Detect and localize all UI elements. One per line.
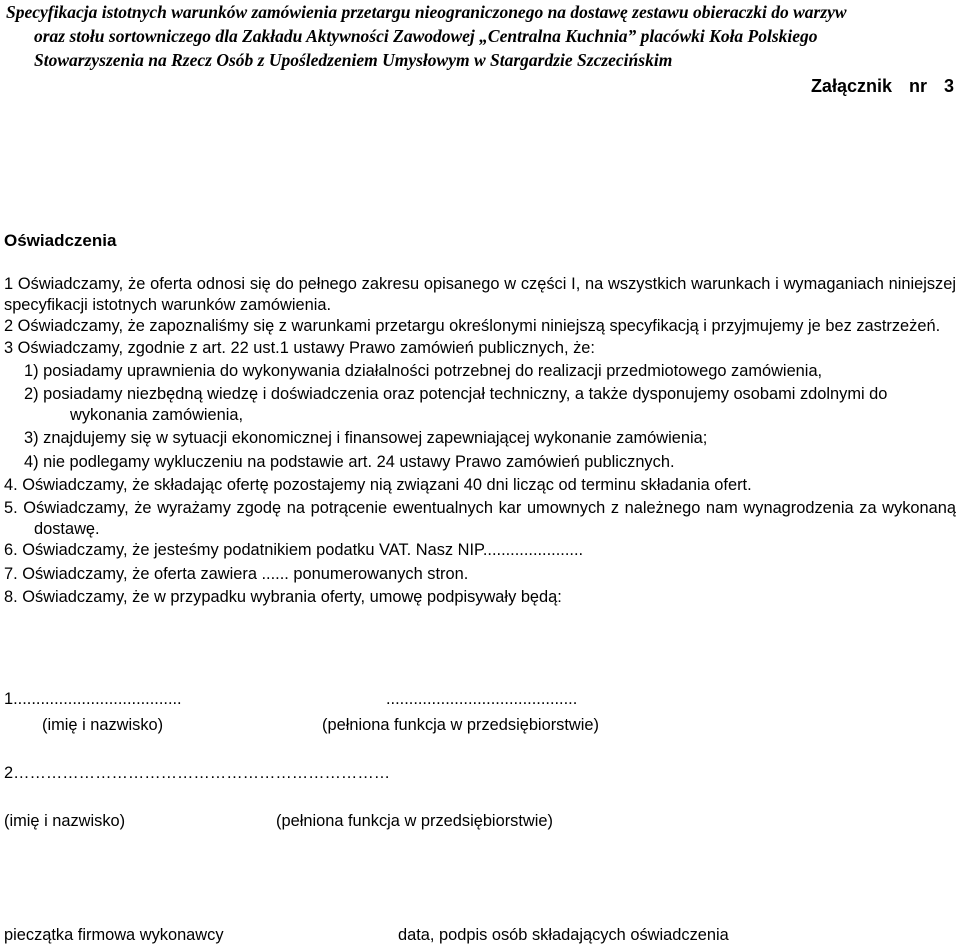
- signature-label: data, podpis osób składających oświadczenia: [398, 926, 729, 944]
- annex-label: Załącznik nr 3: [810, 76, 954, 96]
- statement-6: 6. Oświadczamy, że jesteśmy podatnikiem podatku VAT. Nasz NIP......................: [4, 541, 584, 560]
- statement-3: 3 Oświadczamy, zgodnie z art. 22 ust.1 ustawy Prawo zamówień publicznych, że:: [4, 338, 595, 357]
- header-line-1: Specyfikacja istotnych warunków zamówienia przetargu nieograniczonego na dostawę zestawu obieraczki do warzyw: [6, 2, 847, 22]
- signatory-2-function-label: (pełniona funkcja w przedsiębiorstwie): [276, 812, 553, 830]
- signatory-2-line: 2……………………………………………………………: [4, 764, 391, 782]
- stamp-label: pieczątka firmowa wykonawcy: [4, 926, 224, 944]
- statement-8: 8. Oświadczamy, że w przypadku wybrania oferty, umowę podpisywały będą:: [4, 587, 562, 606]
- statement-3-item-1: 1) posiadamy uprawnienia do wykonywania działalności potrzebnej do realizacji przedmiotowego zamówienia,: [24, 361, 823, 380]
- statement-1: 1 Oświadczamy, że oferta odnosi się do pełnego zakresu opisanego w części I, na wszystkich warunkach i wymaganiach niniejszej specyfikacji istotnych warunków zamówienia.: [4, 275, 956, 315]
- statement-5: 5. Oświadczamy, że wyrażamy zgodę na potrącenie ewentualnych kar umownych z należnego nam wynagrodzenia za wykonaną dostawę.: [4, 499, 956, 539]
- statement-4: 4. Oświadczamy, że składając ofertę pozostajemy nią związani 40 dni licząc od terminu składania ofert.: [4, 475, 752, 494]
- signatory-1-function-line: ..........................................: [386, 690, 578, 708]
- statement-3-item-4: 4) nie podlegamy wykluczeniu na podstawie art. 24 ustawy Prawo zamówień publicznych.: [24, 452, 675, 471]
- signatory-1-name-label: (imię i nazwisko): [42, 716, 164, 734]
- signatory-1-function-label: (pełniona funkcja w przedsiębiorstwie): [322, 716, 599, 734]
- statement-7: 7. Oświadczamy, że oferta zawiera ...... ponumerowanych stron.: [4, 564, 469, 583]
- signatory-2-name-label: (imię i nazwisko): [4, 812, 126, 830]
- document-header: [6, 0, 956, 72]
- statement-3-item-3: 3) znajdujemy się w sytuacji ekonomicznej i finansowej zapewniającej wykonanie zamówienia;: [24, 429, 708, 448]
- statements: [4, 274, 956, 608]
- header-line-2: oraz stołu sortowniczego dla Zakładu Aktywności Zawodowej „Centralna Kuchnia” placówki Koła Polskiego: [34, 26, 818, 46]
- statement-3-item-2: 2) posiadamy niezbędną wiedzę i doświadczenia oraz potencjał techniczny, a także dysponujemy osobami zdolnymi do wykonania zamówienia,: [24, 385, 888, 425]
- section-title: Oświadczenia: [4, 231, 117, 250]
- header-line-3: Stowarzyszenia na Rzecz Osób z Upośledzeniem Umysłowym w Stargardzie Szczecińskim: [34, 50, 673, 70]
- statement-2: 2 Oświadczamy, że zapoznaliśmy się z warunkami przetargu określonymi niniejszą specyfikacją i przyjmujemy je bez zastrzeżeń.: [4, 317, 941, 336]
- signatory-1-name-line: 1.....................................: [4, 690, 182, 708]
